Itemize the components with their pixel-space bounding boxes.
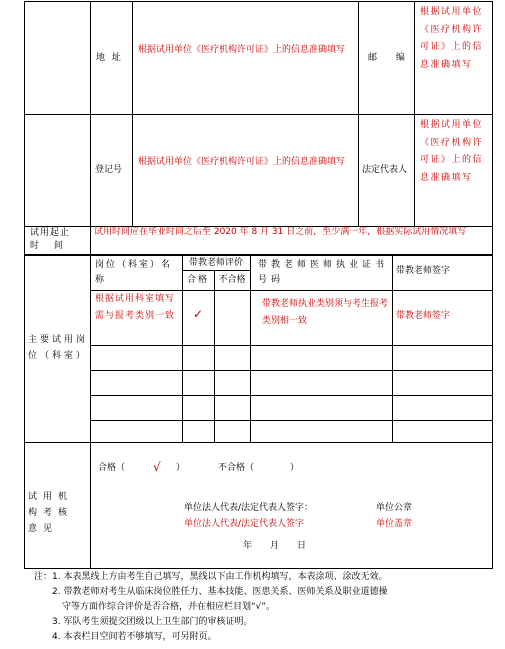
- rule: [90, 226, 91, 254]
- rule: [90, 1, 91, 226]
- seal-hint: 单位盖章: [376, 519, 413, 529]
- rule: [90, 256, 91, 442]
- note-4: 4. 本表栏目空间若不够填写，可另附页。: [52, 632, 217, 642]
- rule: [392, 256, 393, 442]
- rule: [132, 1, 133, 226]
- period-label-line2: 时 间: [30, 241, 69, 251]
- rule: [90, 442, 91, 568]
- legal-rep-value: 根据试用单位《医疗机构许可证》上的信息准确填写: [420, 120, 484, 183]
- rule: [90, 345, 493, 346]
- opinion-fail-label: 不合格（ ）: [218, 463, 300, 473]
- note-3: 3. 军队考生须提交团级以上卫生部门的审核证明。: [52, 617, 253, 627]
- rule: [24, 442, 493, 443]
- representative-hint: 单位法人代表/法定代表人签字: [184, 519, 305, 529]
- rule: [24, 114, 493, 115]
- sign-column-header: 带教老师签字: [396, 266, 451, 276]
- rule: [214, 270, 215, 442]
- opinion-side-label: 试用机构考核意见: [28, 492, 74, 534]
- notes-label: 注：: [34, 572, 53, 582]
- representative-label: 单位法人代表/法定代表人签字：: [184, 503, 314, 513]
- rule: [90, 420, 493, 421]
- postcode-value: 根据试用单位《医疗机构许可证》上的信息准确填写: [420, 7, 484, 70]
- positions-side-label: 主要试用岗位（科室）: [28, 335, 89, 361]
- legal-rep-label: 法定代表人: [362, 165, 408, 175]
- official-seal-label: 单位公章: [376, 503, 413, 513]
- position-dept-cell: 根据试用科室填写需与报考类别一致: [95, 294, 176, 321]
- period-label-line1: 试用起止: [30, 228, 71, 238]
- address-value: 根据试用单位《医疗机构许可证》上的信息准确填写: [138, 45, 346, 55]
- rule: [358, 1, 359, 226]
- eval-column-header: 带教老师评价: [188, 258, 243, 268]
- position-cert-cell: 带教老师执业类别须与考生报考类别相一致: [262, 299, 389, 326]
- cert-column-header: 带教老师医师执业证书号码: [258, 260, 389, 285]
- opinion-pass-close: ）: [176, 463, 186, 473]
- pass-check-mark: ✓: [192, 307, 204, 321]
- opinion-pass-check-mark: √: [153, 460, 161, 474]
- period-value: 试用时间应在毕业时间之后至 2020 年 8 月 31 日之前，至少满一年，根据实际试用情况填写: [94, 227, 467, 237]
- address-label: 地 址: [96, 53, 123, 63]
- rule: [90, 395, 493, 396]
- registration-value: 根据试用单位《医疗机构许可证》上的信息准确填写: [138, 157, 346, 167]
- dept-column-header: 岗位（科室）名称: [95, 260, 173, 285]
- rule: [492, 1, 493, 568]
- position-sign-cell: 带教老师签字: [396, 311, 451, 321]
- rule: [24, 568, 493, 569]
- rule: [90, 370, 493, 371]
- fail-column-header: 不合格: [218, 275, 246, 285]
- postcode-label: 邮 编: [368, 53, 413, 63]
- note-2-line2: 守等方面作综合评价是否合格，并在相应栏目划“√”。: [62, 602, 276, 612]
- signature-date: 年 月 日: [243, 541, 307, 551]
- rule: [250, 256, 251, 442]
- note-1: 1. 本表黑线上方由考生自己填写，黑线以下由工作机构填写，本表涂项、涂改无效。: [52, 572, 388, 582]
- opinion-pass-label: 合格（: [98, 463, 126, 473]
- rule: [24, 1, 25, 568]
- pass-column-header: 合格: [186, 275, 209, 285]
- rule: [24, 1, 493, 2]
- rule: [24, 254, 493, 256]
- registration-label: 登记号: [95, 165, 123, 175]
- note-2-line1: 2. 带教老师对考生从临床岗位胜任力、基本技能、医患关系、医师关系及职业道德操: [52, 587, 388, 597]
- rule: [414, 1, 415, 226]
